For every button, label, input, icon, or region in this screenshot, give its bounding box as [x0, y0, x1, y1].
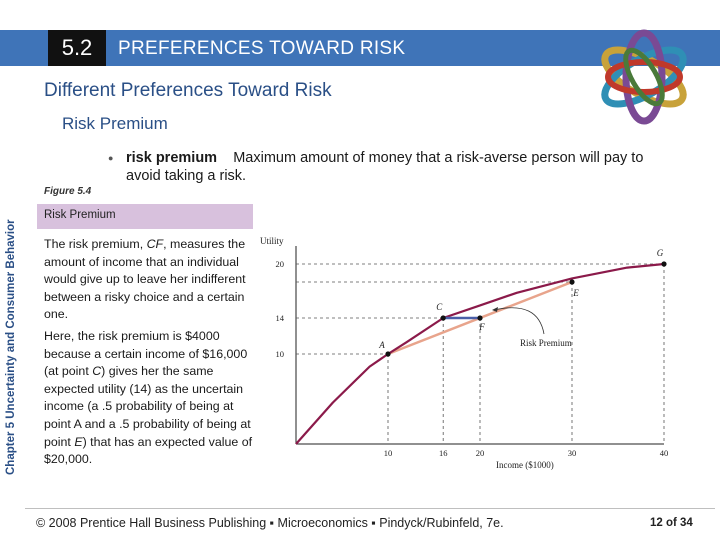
x-tick-label: 40: [659, 448, 669, 458]
point-label: C: [436, 302, 443, 312]
risk-premium-chart: [256, 232, 676, 472]
chapter-side-label: Chapter 5 Uncertainty and Consumer Behavior: [5, 219, 17, 475]
data-point: [385, 351, 390, 356]
section-heading: Risk Premium: [62, 114, 168, 133]
definition-term: risk premium: [126, 150, 218, 166]
data-point: [441, 315, 446, 320]
x-tick-label: 16: [438, 448, 448, 458]
y-tick-label: 14: [275, 313, 284, 323]
definition: [126, 149, 646, 185]
x-tick-label: 10: [383, 448, 393, 458]
point-label: E: [573, 288, 579, 298]
x-tick-label: 30: [567, 448, 577, 458]
point-label: A: [379, 340, 385, 350]
caption-paragraph: Here, the risk premium is $4000 because a certain income of $16,000 (at point C) gives her the same expected utility (14) as the uncertain income (a .5 probability of being at point A and a .5 probability of being at point E) that has an expected value of $20,000.: [44, 328, 253, 467]
y-tick-label: 20: [275, 259, 284, 269]
point-label: F: [479, 322, 485, 332]
y-tick-label: 10: [275, 349, 284, 359]
rings-logo-icon: [588, 22, 700, 132]
point-label: G: [656, 248, 664, 258]
footer-text: © 2008 Prentice Hall Business Publishing ▪ Microeconomics ▪ Pindyck/Rubinfeld, 7e.: [36, 516, 504, 530]
data-point: [661, 261, 666, 266]
annotation-label: Risk Premium: [520, 338, 572, 348]
section-number: 5.2: [48, 30, 106, 66]
annotation-arrow: [494, 308, 544, 334]
slide-subtitle: Different Preferences Toward Risk: [44, 80, 332, 101]
figure-label: Figure 5.4: [44, 186, 92, 197]
bullet-icon: ●: [108, 153, 114, 163]
figure-title: Risk Premium: [44, 209, 116, 221]
x-tick-label: 20: [475, 448, 485, 458]
data-point: [477, 315, 482, 320]
footer-divider: [25, 508, 715, 509]
data-point: [569, 279, 574, 284]
caption-paragraph: The risk premium, CF, measures the amount of income that an individual would give up to leave her indifferent between a risky choice and a certain one.: [44, 237, 246, 322]
definition-text: Maximum amount of money that a risk-averse person will pay to avoid taking a risk.: [126, 150, 644, 184]
y-axis-label: Utility: [260, 236, 284, 246]
figure-caption: [44, 236, 260, 473]
x-axis-label: Income ($1000): [496, 460, 554, 470]
page-number: 12 of 34: [650, 517, 693, 529]
header-title: PREFERENCES TOWARD RISK: [118, 38, 406, 59]
